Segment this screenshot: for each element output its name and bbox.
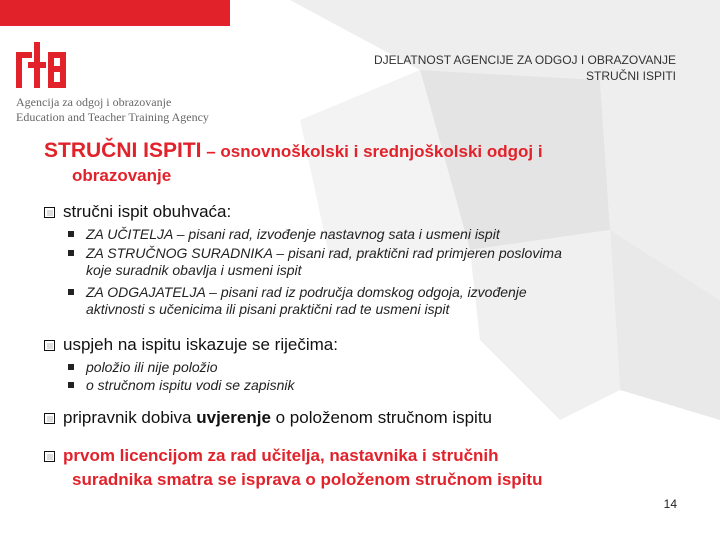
list-item (86, 226, 500, 243)
section-text: stručni ispit obuhvaća: (63, 202, 232, 221)
agency-name-en: Education and Teacher Training Agency (16, 110, 209, 124)
section-certificate (44, 408, 492, 428)
agency-name-hr: Agencija za odgoj i obrazovanje (16, 95, 172, 109)
section-exam-result (44, 335, 338, 355)
list-item (86, 377, 295, 394)
section-text-bold: uvjerenje (196, 408, 271, 427)
list-item-text: ZA UČITELJA – pisani rad, izvođenje nastavnog sata i usmeni ispit (86, 226, 500, 242)
header-line-1: DJELATNOST AGENCIJE ZA ODGOJ I OBRAZOVANJE (373, 53, 676, 67)
list-item (86, 359, 218, 376)
agency-name (16, 95, 209, 125)
square-bullet-icon (68, 382, 74, 388)
square-bullet-icon (68, 250, 74, 256)
section-licence (44, 446, 499, 466)
list-item-text: položio ili nije položio (86, 359, 218, 375)
list-item-text-cont: aktivnosti s učenicima ili pisani praktični rad te usmeni ispit (86, 301, 450, 317)
checkbox-bullet-icon (44, 451, 55, 462)
section-text: uspjeh na ispitu iskazuje se riječima: (63, 335, 338, 354)
square-bullet-icon (68, 364, 74, 370)
list-item-text: ZA STRUČNOG SURADNIKA – pisani rad, praktični rad primjeren poslovima (86, 245, 562, 261)
header-line-2: STRUČNI ISPITI (585, 69, 676, 83)
section-text-before: pripravnik dobiva (63, 408, 197, 427)
logo-icon (16, 42, 68, 88)
square-bullet-icon (68, 289, 74, 295)
checkbox-bullet-icon (44, 340, 55, 351)
list-item-text-cont: koje suradnik obavlja i usmeni ispit (86, 262, 302, 278)
slide-title-main: STRUČNI ISPITI (44, 139, 202, 162)
slide-title-sub-line2: obrazovanje (72, 166, 172, 185)
checkbox-bullet-icon (44, 207, 55, 218)
header-title (374, 52, 676, 84)
page-number: 14 (663, 497, 677, 511)
section-text-line-1: prvom licencijom za rad učitelja, nastavnika i stručnih (63, 446, 499, 465)
slide-title (44, 139, 684, 164)
checkbox-bullet-icon (44, 413, 55, 424)
section-text-line-2: suradnika smatra se isprava o položenom stručnom ispitu (72, 470, 543, 489)
list-item (86, 284, 527, 318)
square-bullet-icon (68, 231, 74, 237)
top-red-bar (0, 0, 230, 26)
list-item (86, 245, 562, 279)
section-text-after: o položenom stručnom ispitu (270, 408, 493, 427)
slide-title-sub: – osnovnoškolski i srednjoškolski odgoj i (201, 142, 543, 161)
list-item-text: ZA ODGAJATELJA – pisani rad iz područja domskog odgoja, izvođenje (86, 284, 527, 300)
section-exam-scope (44, 202, 231, 222)
list-item-text: o stručnom ispitu vodi se zapisnik (86, 377, 295, 393)
